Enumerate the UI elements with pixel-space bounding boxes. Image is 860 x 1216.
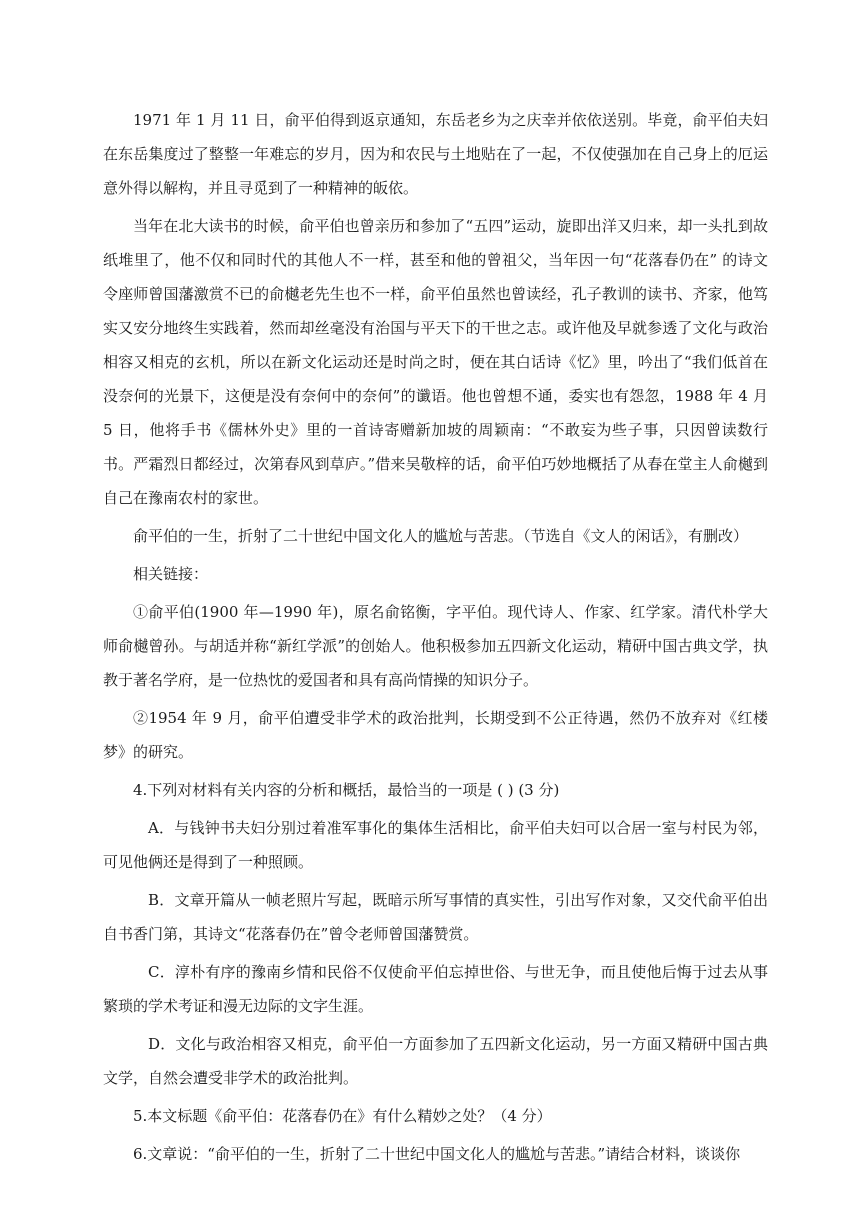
question-5: 5.本文标题《俞平伯：花落春仍在》有什么精妙之处？（4 分） xyxy=(133,1107,552,1125)
question-4-option-b: B．文章开篇从一帧老照片写起，既暗示所写事情的真实性，引出写作对象，又交代俞平伯出自书香门第，其诗文“花落春仍在”曾令老师曾国藩赞赏。 xyxy=(103,891,768,943)
passage-paragraph-3: 俞平伯的一生，折射了二十世纪中国文化人的尴尬与苦悲。（节选自《文人的闲话》，有删改） xyxy=(133,527,749,545)
related-link-2: ②1954 年 9 月，俞平伯遭受非学术的政治批判，长期受到不公正待遇，然仍不放弃对《红楼 梦》的研究。 xyxy=(103,709,768,761)
question-4-option-d: D．文化与政治相容又相克，俞平伯一方面参加了五四新文化运动，另一方面又精研中国古典文学，自然会遭受非学术的政治批判。 xyxy=(103,1035,768,1087)
question-4: 4.下列对材料有关内容的分析和概括，最恰当的一项是 ( ) (3 分) xyxy=(133,781,560,799)
question-4-option-c: C．淳朴有序的豫南乡情和民俗不仅使俞平伯忘掉世俗、与世无争，而且使他后悔于过去从事繁琐的学术考证和漫无边际的文字生涯。 xyxy=(103,963,768,1015)
passage-paragraph-2: 当年在北大读书的时候，俞平伯也曾亲历和参加了“五四”运动，旋即出洋又归来，却一头扎到故纸堆里了，他不仅和同时代的其他人不一样，甚至和他的曾祖父，当年因一句“花落春仍在” 的诗文令座师曾国藩激赏不已的俞樾老先生也不一样，俞平伯虽然也曾读经，孔子教训的读书、齐家，他笃实又安分地终生实践着，然而却丝毫没有治国与平天下的干世之志。或许他及早就参透了文化与政治相容又相克的玄机，所以在新文化运动还是时尚之时，便在其白话诗《忆》里，吟出了“我们低首在没奈何的光景下，这便是没有奈何中的奈何”的谶语。他也曾想不通，委实也有怨忽，1988 年 4 月 5 日，他将手书《儒林外史》里的一首诗寄赠新加坡的周颖南：“不敢妄为些子事，只因曾读数行书。严霜烈日都经过，次第春风到草庐。”借来吴敬梓的话，俞平伯巧妙地概括了从春在堂主人俞樾到自己在豫南农村的家世。 xyxy=(103,217,768,507)
question-6: 6.文章说：“俞平伯的一生，折射了二十世纪中国文化人的尴尬与苦悲。”请结合材料，谈谈你 xyxy=(133,1145,741,1163)
document-body xyxy=(103,103,768,1175)
question-4-option-a: A．与钱钟书夫妇分别过着准军事化的集体生活相比，俞平伯夫妇可以合居一室与村民为邻，可见他俩还是得到了一种照顾。 xyxy=(103,819,768,871)
passage-paragraph-1: 1971 年 1 月 11 日，俞平伯得到返京通知，东岳老乡为之庆幸并依依送别。毕竟，俞平伯夫妇在东岳集度过了整整一年难忘的岁月，因为和农民与土地贴在了一起，不仅使强加在自己身上的厄运意外得以解构，并且寻觅到了一种精神的皈依。 xyxy=(103,111,768,197)
related-link-1: ①俞平伯(1900 年—1990 年)，原名俞铭衡，字平伯。现代诗人、作家、红学家。清代朴学大师俞樾曾孙。与胡适并称“新红学派”的创始人。他积极参加五四新文化运动，精研中国古典文学，执教于著名学府，是一位热忱的爱国者和具有高尚情操的知识分子。 xyxy=(103,603,768,689)
related-links-heading: 相关链接： xyxy=(133,565,209,583)
